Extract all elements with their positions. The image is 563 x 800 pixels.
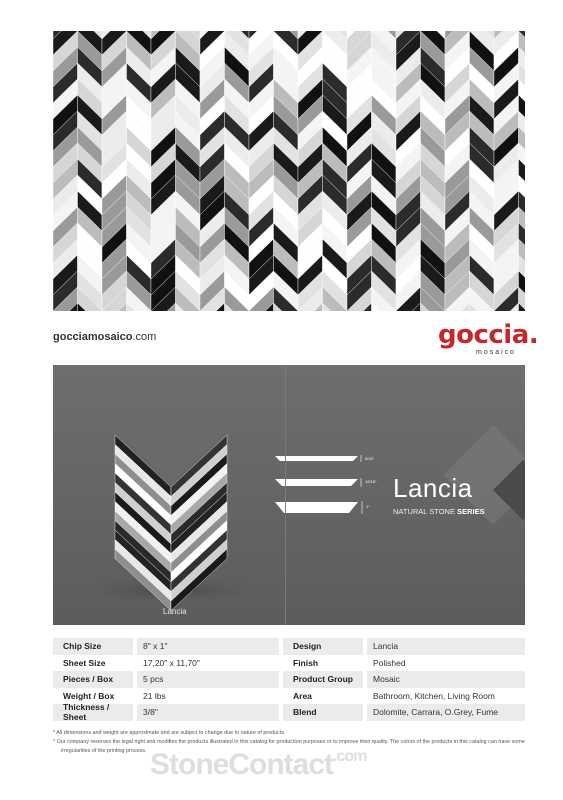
spec-value: Dolomite, Carrara, O.Grey, Fume <box>367 704 525 721</box>
spec-value: Bathroom, Kitchen, Living Room <box>373 690 495 701</box>
website-tld: .com <box>132 331 157 343</box>
chip-strip-medium <box>275 479 358 486</box>
spec-value: 17,20" x 11,70" <box>143 657 200 668</box>
spec-label: Design <box>283 638 363 655</box>
brand-logo <box>438 320 539 360</box>
spec-value: Mosaic <box>367 671 525 688</box>
panel-divider <box>285 365 286 625</box>
series-suffix: SERIES <box>457 507 485 516</box>
website-link[interactable] <box>53 331 156 343</box>
series-prefix: NATURAL STONE <box>393 507 455 516</box>
product-image-caption: Lancia <box>163 607 187 616</box>
spec-label: Area <box>293 690 312 701</box>
watermark-logo <box>150 748 366 782</box>
disclaimer-note: * All dimensions and weight are approximate and are subject to change due to nature of products. <box>53 730 286 736</box>
spec-value: Lancia <box>367 638 525 655</box>
chip-size-diagram <box>275 455 362 514</box>
chip-strip-wide <box>275 502 358 513</box>
chip-strip-thin <box>275 456 358 461</box>
spec-value: 8" x 1" <box>137 638 279 655</box>
spec-label: Blend <box>283 704 363 721</box>
spec-row <box>53 704 525 721</box>
spec-row <box>53 638 525 655</box>
product-panel <box>53 365 525 625</box>
logo-wordmark: goccia. <box>438 320 539 350</box>
spec-label: Sheet Size <box>63 657 106 668</box>
spec-label: Product Group <box>283 671 363 688</box>
spec-value: 3/8" <box>137 704 279 721</box>
spec-value: 21 lbs <box>143 690 166 701</box>
chevron-pattern-image <box>53 31 525 311</box>
dim-label-1: 5/16" <box>365 456 375 461</box>
logo-subtitle: mosaico <box>476 349 517 356</box>
spec-label: Finish <box>293 657 319 668</box>
dim-label-3: 1" <box>366 504 370 509</box>
spec-value: Polished <box>373 657 406 668</box>
spec-label: Pieces / Box <box>53 671 133 688</box>
spec-label: Thickness / Sheet <box>53 704 133 721</box>
dim-label-2: 12/16" <box>365 479 377 484</box>
watermark-suffix: .com <box>333 748 367 765</box>
product-title-block <box>393 473 485 516</box>
spec-row <box>53 655 525 672</box>
product-series <box>393 507 485 516</box>
watermark-text: StoneContact <box>150 748 333 781</box>
product-name: Lancia <box>393 473 473 503</box>
website-domain: gocciamosaico <box>53 331 133 343</box>
spec-table <box>53 638 525 721</box>
spec-value: 5 pcs <box>137 671 279 688</box>
spec-label: Chip Size <box>53 638 133 655</box>
spec-label: Weight / Box <box>63 690 115 701</box>
spec-row <box>53 671 525 688</box>
disclaimer-note: * Our company reserves the legal right and modifies the products illustrated in this catalog for production purposes or to improve their quality. The colors of the products in this catalog can have some irregularities of the printing process. <box>53 739 525 754</box>
